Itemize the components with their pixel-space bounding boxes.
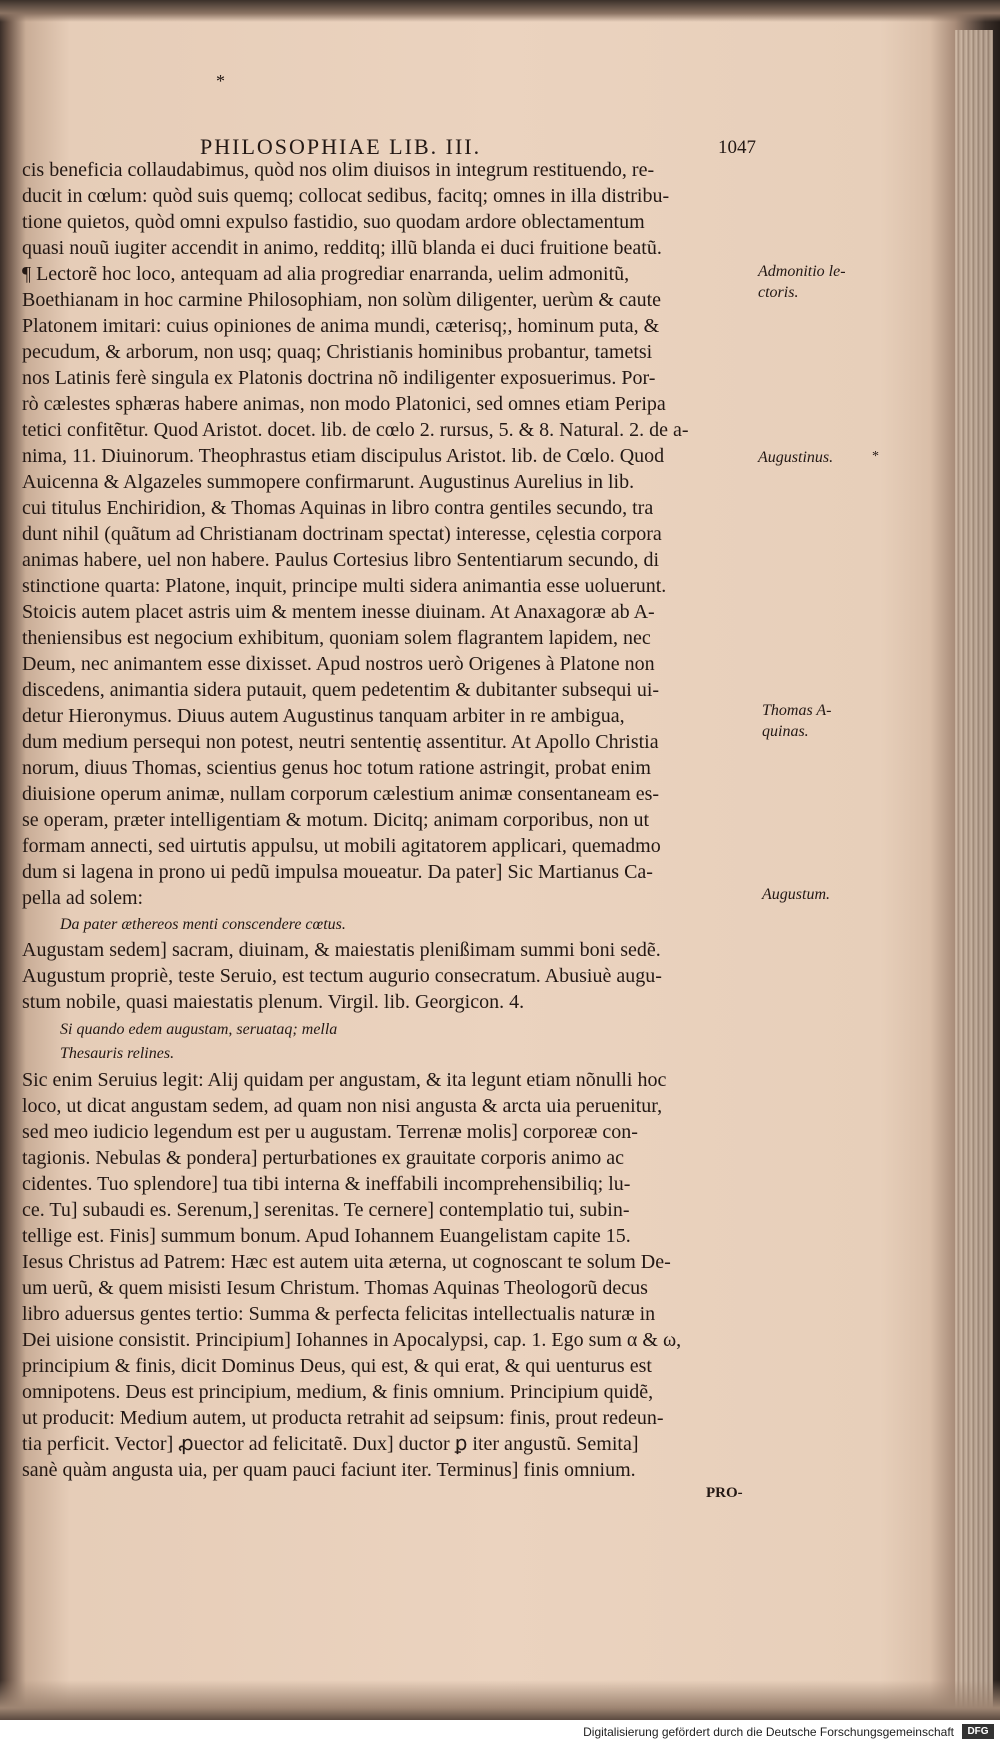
text-line: tellige est. Finis] summum bonum. Apud Iohannem Euangelistam capite 15. <box>22 1225 631 1247</box>
text-line: Stoicis autem placet astris uim & mentem inesse diuinam. At Anaxagoræ ab A- <box>22 601 655 623</box>
text-line: formam annecti, sed uirtutis appulsu, ut mobili agitatorem applicari, quemadmo <box>22 835 661 857</box>
text-line: detur Hieronymus. Diuus autem Augustinus tanquam arbiter in re ambigua, <box>22 705 625 727</box>
margin-note: Augustum. <box>762 886 830 903</box>
page-bottom-shadow <box>0 1680 1000 1720</box>
text-line: se operam, præter intelligentiam & motum. Dicitq; animam corporibus, non ut <box>22 809 650 831</box>
text-line: Deum, nec animantem esse dixisset. Apud nostros uerò Origenes à Platone non <box>22 653 655 675</box>
catchword: PRO- <box>706 1485 743 1501</box>
text-line: diuisione operum animæ, nullam corporum cælestium animæ consentaneam es- <box>22 783 660 805</box>
text-line: dum si lagena in prono ui pedũ impulsa moueatur. Da pater] Sic Martianus Ca- <box>22 861 653 883</box>
text-line: Auicenna & Algazeles summopere confirmarunt. Augustinus Aurelius in lib. <box>22 471 635 493</box>
text-line: tia perficit. Vector] ꝓuector ad felicitatẽ. Dux] ductor ꝑ iter angustũ. Semita] <box>22 1433 639 1455</box>
text-line: omnipotens. Deus est principium, medium, & finis omnium. Principium quidẽ, <box>22 1381 654 1403</box>
text-line: Iesus Christus ad Patrem: Hæc est autem uita æterna, ut cognoscant te solum De- <box>22 1251 671 1273</box>
footer-credit: Digitalisierung gefördert durch die Deutsche Forschungsgemeinschaft <box>583 1725 954 1739</box>
text-line: tagionis. Nebulas & pondera] perturbationes ex grauitate corporis animo ac <box>22 1147 625 1169</box>
margin-note: Augustinus. <box>758 449 834 466</box>
text-line: animas habere, uel non habere. Paulus Cortesius libro Sententiarum secundo, di <box>22 549 660 571</box>
text-line: ce. Tu] subaudi es. Serenum,] serenitas. Te cernere] contemplatio tui, subin- <box>22 1199 630 1221</box>
text-line: ¶ Lectorẽ hoc loco, antequam ad alia progrediar enarranda, uelim admonitũ, <box>22 263 630 285</box>
text-line: pecudum, & arborum, non usq; quaq; Christianis hominibus probantur, tametsi <box>22 341 653 363</box>
text-line: norum, diuus Thomas, scientius genus hoc totum ratione astringit, probat enim <box>22 757 651 779</box>
text-line: dum medium persequi non potest, neutri sententię assentitur. At Apollo Christia <box>22 731 659 753</box>
text-line: cis beneficia collaudabimus, quòd nos olim diuisos in integrum restituendo, re- <box>22 159 655 181</box>
dfg-logo: DFG <box>962 1724 994 1739</box>
text-line: theniensibus est negocium exhibitum, quoniam solem flagrantem lapidem, nec <box>22 627 651 649</box>
text-line: stinctione quarta: Platone, inquit, principe multi sidera animantia esse uoluerunt. <box>22 575 667 597</box>
text-line: nima, 11. Diuinorum. Theophrastus etiam discipulus Aristot. lib. de Cœlo. Quod <box>22 445 665 467</box>
text-line: libro aduersus gentes tertio: Summa & perfecta felicitas intellectualis naturæ in <box>22 1303 656 1325</box>
margin-mark: * <box>872 449 879 464</box>
margin-note: Thomas A- <box>762 702 832 719</box>
text-line: tetici confitẽtur. Quod Aristot. docet. lib. de cœlo 2. rursus, 5. & 8. Natural. 2. de a- <box>22 419 689 441</box>
text-line: tione quietos, quòd omni expulso fastidio, suo quodam ardore oblectamentum <box>22 211 645 233</box>
verse-quote: Thesauris relines. <box>60 1045 175 1062</box>
text-line: dunt nihil (quãtum ad Christianam doctrinam spectat) interesse, cęlestia corpora <box>22 523 662 545</box>
margin-note: Admonitio le- <box>758 263 846 280</box>
text-line: principium & finis, dicit Dominus Deus, qui est, & qui erat, & qui uenturus est <box>22 1355 652 1377</box>
text-line: pella ad solem: <box>22 887 144 909</box>
margin-note: ctoris. <box>758 284 799 301</box>
text-line: ducit in cœlum: quòd suis quemq; collocat sedibus, facitq; omnes in illa distribu- <box>22 185 670 207</box>
verse-quote: Da pater æthereos menti conscendere cœtus. <box>60 916 346 933</box>
verse-quote: Si quando edem augustam, seruataq; mella <box>60 1021 338 1038</box>
text-line: Sic enim Seruius legit: Alij quidam per angustam, & ita legunt etiam nõnulli hoc <box>22 1069 667 1091</box>
page-top-shadow <box>0 0 1000 22</box>
text-line: discedens, animantia sidera putauit, quem pedetentim & dubitanter subsequi ui- <box>22 679 660 701</box>
margin-note: quinas. <box>762 723 809 740</box>
text-line: Augustum propriè, teste Seruio, est tectum augurio consecratum. Abusiuè augu- <box>22 965 662 987</box>
text-line: sanè quàm angusta uia, per quam pauci faciunt iter. Terminus] finis omnium. <box>22 1459 636 1481</box>
text-line: quasi nouũ iugiter accendit in animo, redditq; illũ blanda ei duci fruitione beatũ. <box>22 237 662 259</box>
digitization-footer <box>0 1720 1000 1744</box>
text-line: ut producit: Medium autem, ut producta retrahit ad seipsum: finis, prout redeun- <box>22 1407 664 1429</box>
text-line: stum nobile, quasi maiestatis plenum. Virgil. lib. Georgicon. 4. <box>22 991 525 1013</box>
text-line: loco, ut dicat angustam sedem, ad quam non nisi angusta & arcta uia peruenitur, <box>22 1095 663 1117</box>
page-number: 1047 <box>718 137 756 158</box>
text-line: Platonem imitari: cuius opiniones de anima mundi, cæterisq;, hominum puta, & <box>22 315 660 337</box>
text-line: cidentes. Tuo splendore] tua tibi interna & ineffabili incomprehensibiliq; lu- <box>22 1173 631 1195</box>
text-line: Augustam sedem] sacram, diuinam, & maiestatis plenißimam summi boni sedẽ. <box>22 939 661 961</box>
text-line: nos Latinis ferè singula ex Platonis doctrina nõ indiligenter exposuerimus. Por- <box>22 367 656 389</box>
text-line: sed meo iudicio legendum est per u augustam. Terrenæ molis] corporeæ con- <box>22 1121 638 1143</box>
text-line: um uerũ, & quem misisti Iesum Christum. Thomas Aquinas Theologorũ decus <box>22 1277 648 1299</box>
text-line: rò cælestes sphæras habere animas, non modo Platonici, sed omnes etiam Peripa <box>22 393 666 415</box>
text-line: cui titulus Enchiridion, & Thomas Aquinas in libro contra gentiles secundo, tra <box>22 497 654 519</box>
header-mark: * <box>216 71 225 91</box>
text-line: Boethianam in hoc carmine Philosophiam, non solùm diligenter, uerùm & caute <box>22 289 662 311</box>
running-title: PHILOSOPHIAE LIB. III. <box>200 134 482 159</box>
text-line: Dei uisione consistit. Principium] Iohannes in Apocalypsi, cap. 1. Ego sum α & ω, <box>22 1329 682 1351</box>
page-edge-stack <box>955 30 993 1720</box>
